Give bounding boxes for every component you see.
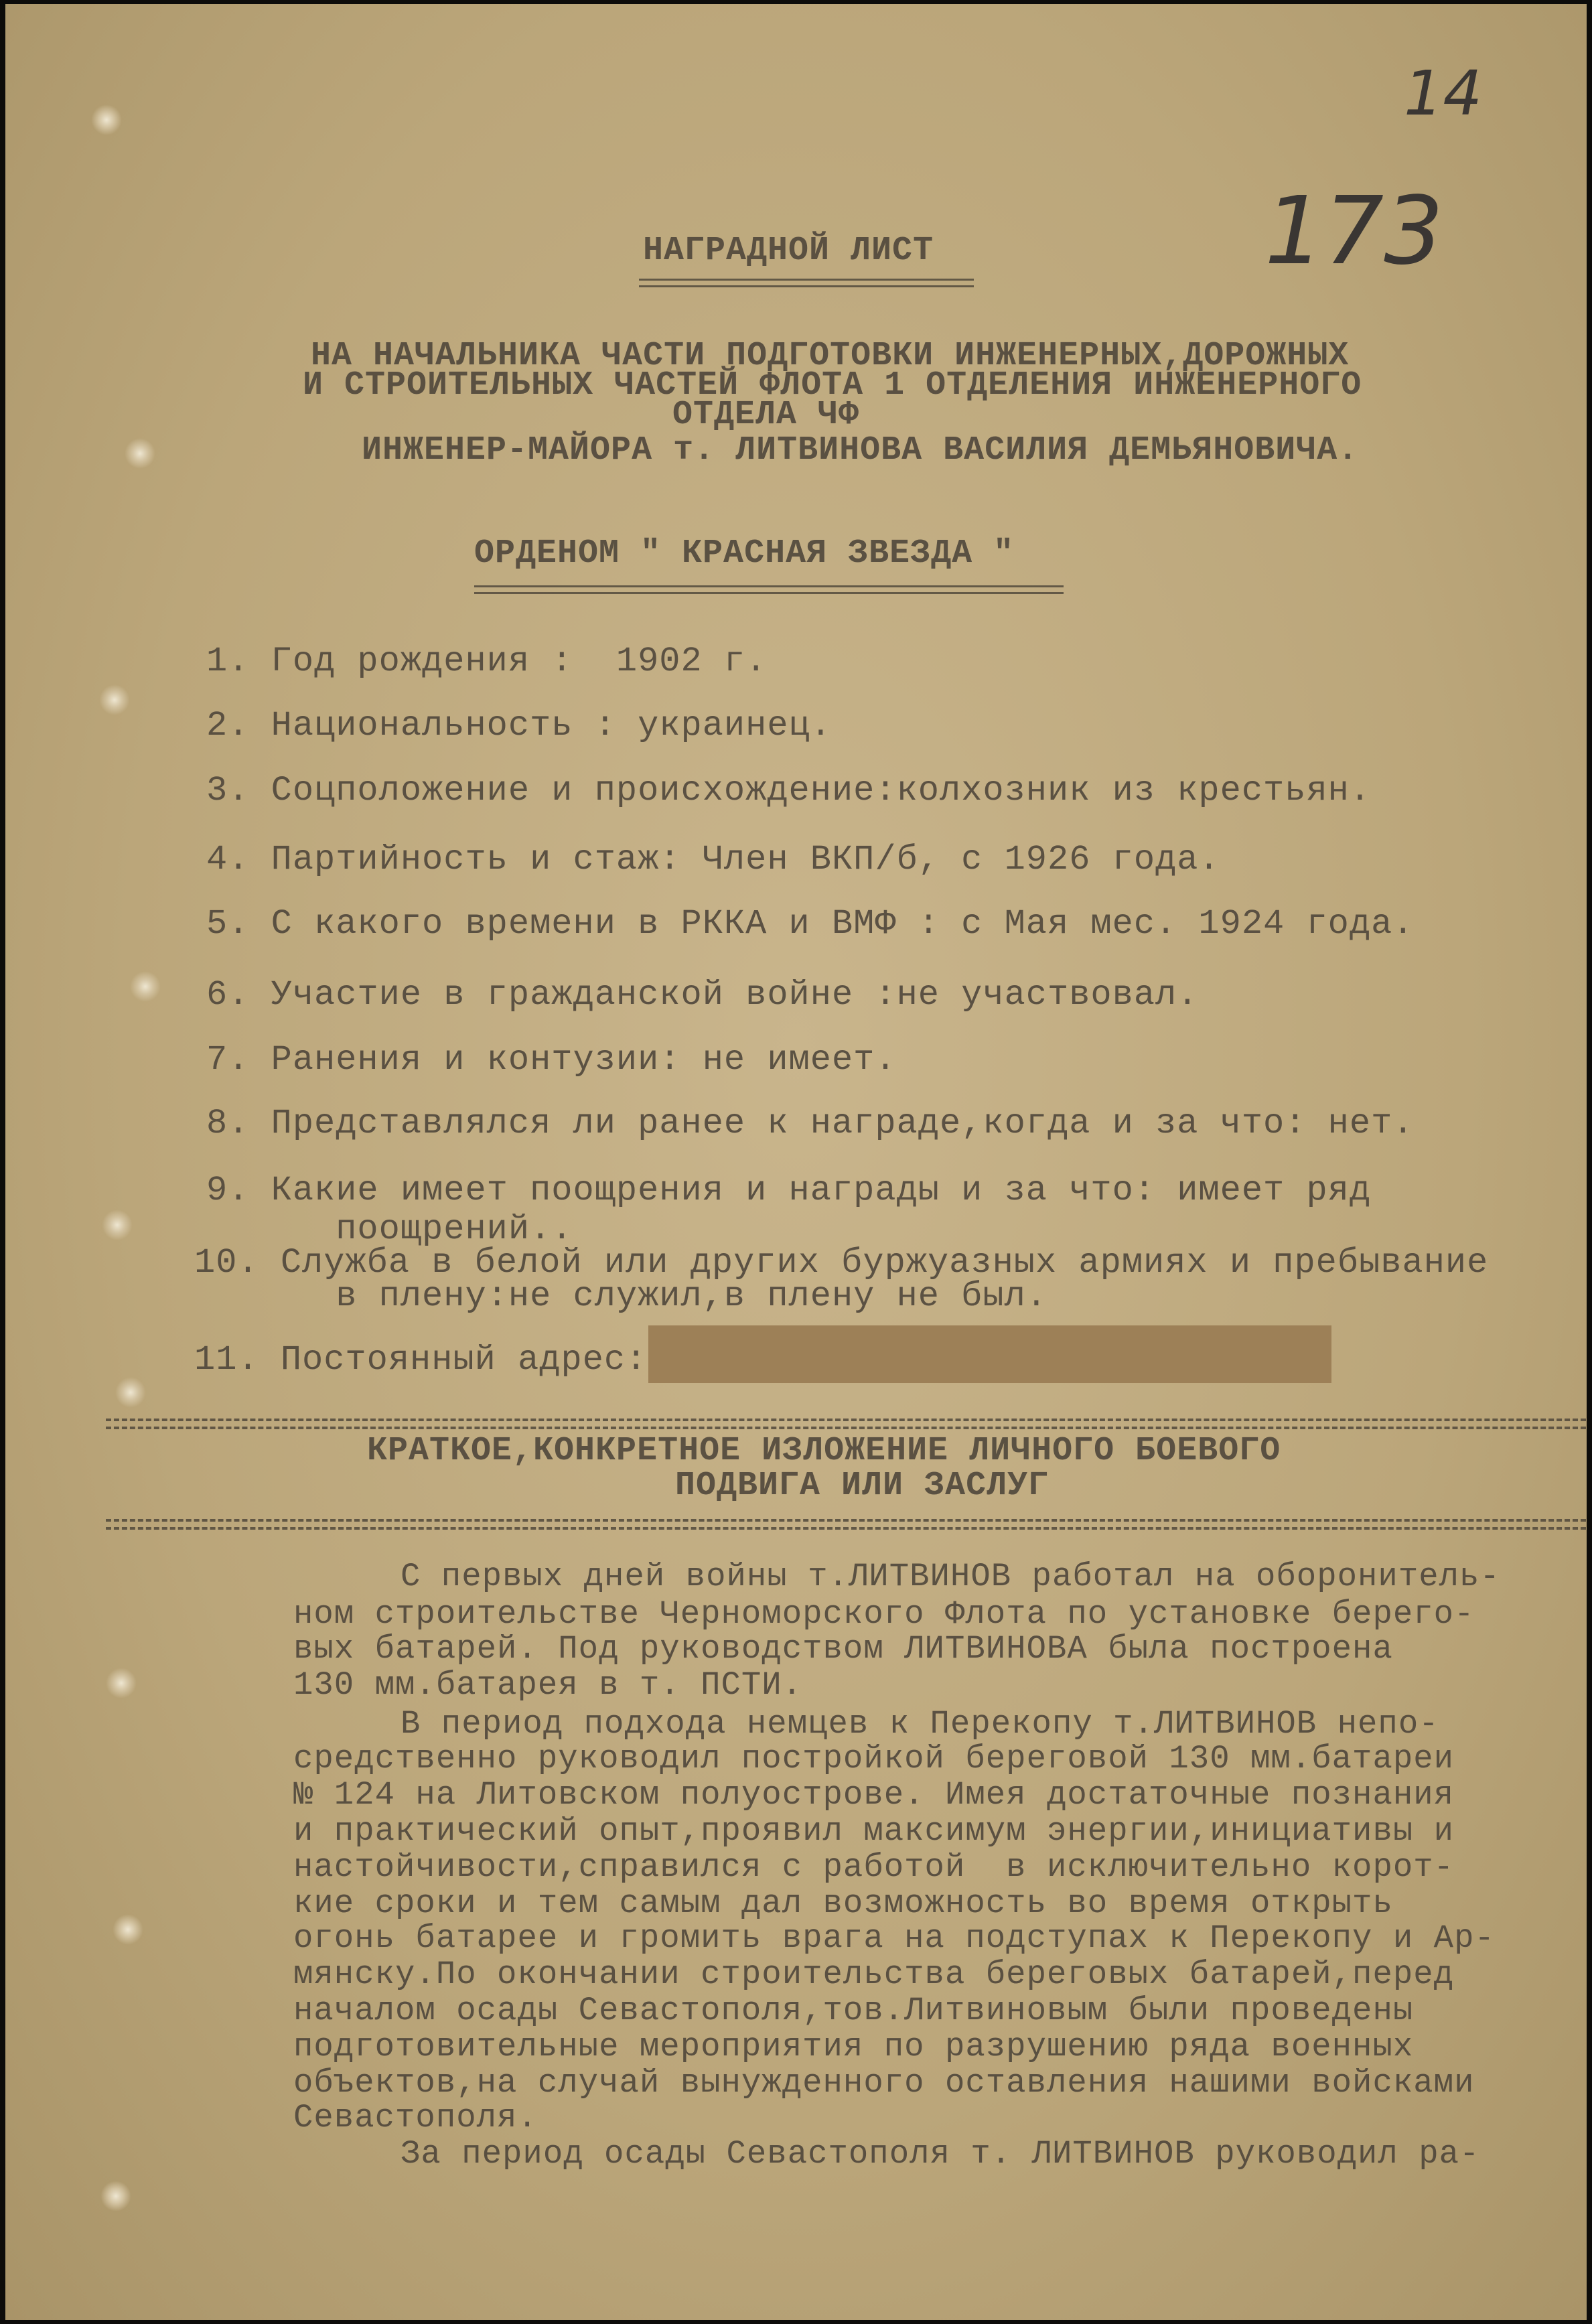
narrative-line: вых батарей. Под руководством ЛИТВИНОВА была построена [293, 1630, 1393, 1668]
order-underline [474, 592, 1064, 594]
narrative-line: кие сроки и тем самым дал возможность во время открыть [293, 1885, 1393, 1922]
archive-mark: 14 [1404, 58, 1483, 129]
award-sheet-page [5, 4, 1587, 2320]
punch-hole [125, 438, 155, 469]
nominee-position-line: И СТРОИТЕЛЬНЫХ ЧАСТЕЙ ФЛОТА 1 ОТДЕЛЕНИЯ ИНЖЕНЕРНОГО [303, 366, 1362, 405]
order-name: ОРДЕНОМ " КРАСНАЯ ЗВЕЗДА " [474, 534, 1015, 573]
punch-hole [100, 2181, 131, 2211]
narrative-line: объектов,на случай вынужденного оставления нашими войсками [293, 2064, 1475, 2102]
narrative-line: Севастополя. [293, 2099, 538, 2136]
punch-hole [91, 104, 122, 135]
order-underline [474, 585, 1064, 587]
punch-hole [115, 1377, 146, 1408]
section-divider [106, 1419, 1586, 1421]
document-title: НАГРАДНОЙ ЛИСТ [643, 232, 934, 270]
questionnaire-item: 5. С какого времени в РККА и ВМФ : с Мая мес. 1924 года. [206, 904, 1415, 944]
questionnaire-item: 10. Служба в белой или других буржуазных армиях и пребывание [194, 1243, 1489, 1283]
questionnaire-item: 1. Год рождения : 1902 г. [206, 642, 768, 681]
narrative-line: и практический опыт,проявил максимум энергии,инициативы и [293, 1812, 1455, 1850]
punch-hole [113, 1914, 143, 1945]
punch-hole [130, 971, 161, 1002]
questionnaire-item: 8. Представлялся ли ранее к награде,когда и за что: нет. [206, 1104, 1415, 1143]
questionnaire-item: 3. Соцположение и происхождение:колхозник из крестьян. [206, 771, 1372, 810]
nominee-position-line: НА НАЧАЛЬНИКА ЧАСТИ ПОДГОТОВКИ ИНЖЕНЕРНЫХ,ДОРОЖНЫХ [311, 337, 1350, 375]
narrative-line: 130 мм.батарея в т. ПСТИ. [293, 1666, 803, 1704]
questionnaire-item: 7. Ранения и контузии: не имеет. [206, 1040, 897, 1080]
questionnaire-item: 6. Участие в гражданской войне :не участвовал. [206, 975, 1199, 1015]
narrative-line: В период подхода немцев к Перекопу т.ЛИТВИНОВ непо- [401, 1705, 1439, 1743]
narrative-line: настойчивости,справился с работой в исключительно корот- [293, 1848, 1455, 1886]
narrative-line: подготовительные мероприятия по разрушению ряда военных [293, 2028, 1414, 2065]
redacted-address [648, 1325, 1331, 1383]
narrative-line: ном строительстве Черноморского Флота по установке берего- [293, 1595, 1475, 1633]
archive-page-number: 173 [1264, 177, 1444, 286]
narrative-line: огонь батарее и громить врага на подступах к Перекопу и Ар- [293, 1919, 1495, 1957]
narrative-line: За период осады Севастополя т. ЛИТВИНОВ руководил ра- [401, 2135, 1480, 2173]
title-underline [639, 279, 974, 281]
punch-hole [102, 1210, 133, 1240]
questionnaire-item: 11. Постоянный адрес: [194, 1340, 648, 1380]
nominee-name-line: ИНЖЕНЕР-МАЙОРА т. ЛИТВИНОВА ВАСИЛИЯ ДЕМЬЯНОВИЧА. [362, 431, 1359, 469]
title-underline [639, 285, 974, 287]
questionnaire-item: 9. Какие имеет поощрения и награды и за что: имеет ряд [206, 1171, 1372, 1210]
narrative-line: началом осады Севастополя,тов.Литвиновым были проведены [293, 1992, 1414, 2029]
narrative-line: мянску.По окончании строительства береговых батарей,перед [293, 1956, 1455, 1993]
questionnaire-item-continued: в плену:не служил,в плену не был. [206, 1277, 1047, 1316]
section-title: ПОДВИГА ИЛИ ЗАСЛУГ [675, 1467, 1050, 1505]
nominee-position-line: ОТДЕЛА ЧФ [672, 396, 860, 434]
punch-hole [106, 1668, 137, 1698]
questionnaire-item: 4. Партийность и стаж: Член ВКП/б, с 1926 года. [206, 840, 1220, 879]
section-divider [106, 1519, 1586, 1522]
narrative-line: средственно руководил постройкой береговой 130 мм.батареи [293, 1740, 1455, 1777]
punch-hole [99, 684, 130, 715]
section-divider [106, 1427, 1586, 1429]
questionnaire-item-continued: поощрений.. [206, 1210, 573, 1249]
questionnaire-item: 2. Национальность : украинец. [206, 706, 832, 745]
narrative-line: С первых дней войны т.ЛИТВИНОВ работал на оборонитель- [401, 1558, 1500, 1595]
section-title: КРАТКОЕ,КОНКРЕТНОЕ ИЗЛОЖЕНИЕ ЛИЧНОГО БОЕВОГО [367, 1432, 1281, 1470]
section-divider [106, 1527, 1586, 1530]
narrative-line: № 124 на Литовском полуострове. Имея достаточные познания [293, 1776, 1455, 1814]
